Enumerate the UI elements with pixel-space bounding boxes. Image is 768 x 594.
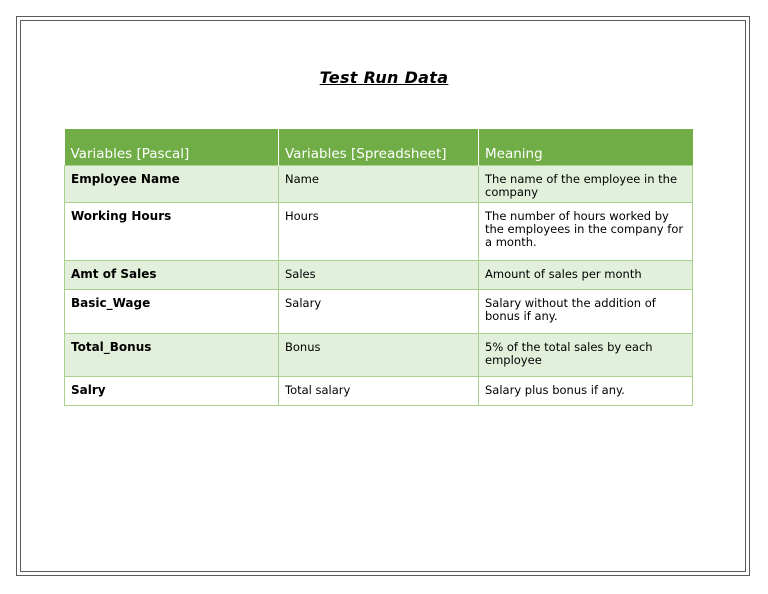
table-row: [65, 165, 693, 202]
cell-meaning: The number of hours worked by the employees in the company for a month.: [479, 202, 693, 260]
cell-spreadsheet-variable: Name: [279, 165, 479, 202]
variables-table: [64, 129, 693, 406]
cell-spreadsheet-variable: Salary: [279, 289, 479, 333]
cell-pascal-variable: Working Hours: [65, 202, 279, 260]
cell-meaning: Salary without the addition of bonus if any.: [479, 289, 693, 333]
cell-pascal-variable: Employee Name: [65, 165, 279, 202]
cell-meaning: 5% of the total sales by each employee: [479, 333, 693, 376]
cell-spreadsheet-variable: Total salary: [279, 376, 479, 405]
cell-spreadsheet-variable: Bonus: [279, 333, 479, 376]
header-spreadsheet-variables: Variables [Spreadsheet]: [279, 129, 479, 165]
cell-spreadsheet-variable: Sales: [279, 260, 479, 289]
cell-pascal-variable: Basic_Wage: [65, 289, 279, 333]
cell-meaning: The name of the employee in the company: [479, 165, 693, 202]
table-header-row: [65, 129, 693, 165]
cell-pascal-variable: Amt of Sales: [65, 260, 279, 289]
table-row: [65, 376, 693, 405]
header-meaning: Meaning: [479, 129, 693, 165]
table-row: [65, 289, 693, 333]
document-title: Test Run Data: [319, 68, 449, 87]
cell-pascal-variable: Salry: [65, 376, 279, 405]
cell-spreadsheet-variable: Hours: [279, 202, 479, 260]
table-row: [65, 260, 693, 289]
table-row: [65, 202, 693, 260]
header-pascal-variables: Variables [Pascal]: [65, 129, 279, 165]
cell-meaning: Salary plus bonus if any.: [479, 376, 693, 405]
cell-pascal-variable: Total_Bonus: [65, 333, 279, 376]
table-row: [65, 333, 693, 376]
cell-meaning: Amount of sales per month: [479, 260, 693, 289]
